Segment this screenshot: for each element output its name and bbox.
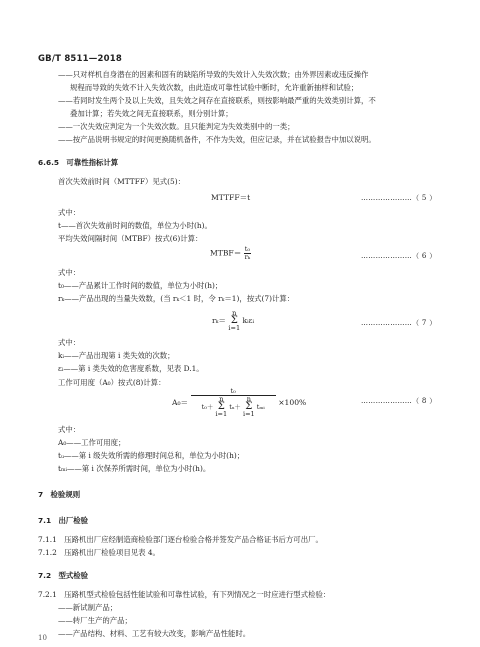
sum-upper: n — [232, 309, 237, 317]
section-heading: 6.6.5 可靠性指标计算 — [38, 158, 119, 167]
text-line: 式中： — [58, 338, 81, 347]
text-line: tᵤ——第 i 级失效所需的修理时间总和，单位为小时(h)； — [58, 451, 245, 460]
text-line: 式中： — [58, 208, 81, 217]
summation — [243, 396, 255, 418]
text-line: 式中： — [58, 425, 81, 434]
text-line: 工作可用度（A₀）按式(8)计算： — [58, 378, 166, 387]
text-line: tₘᵢ——第 i 次保养所需时间，单位为小时(h)。 — [58, 464, 211, 473]
text-line: ——新试制产品； — [58, 603, 118, 612]
text-line: εᵢ——第 i 类失效的危害度系数，见表 D.1。 — [58, 364, 204, 373]
sum-body: kᵢεᵢ — [242, 316, 255, 325]
equation-number: …………………（ 6 ） — [361, 252, 437, 260]
sum-lower: i=1 — [228, 324, 241, 332]
fraction — [191, 388, 276, 418]
text-line: 规程而导致的失效不计入失效次数，由此造成可靠性试验中断时，允许重新抽样和试验； — [70, 83, 359, 92]
text-line: kᵢ——产品出现第 i 类失效的次数； — [58, 351, 175, 360]
text-line: 7.1.1 压路机出厂应经制造商检验部门逐台检验合格并签发产品合格证书后方可出厂。 — [38, 535, 323, 544]
equation-lhs: MTBF＝ — [210, 248, 242, 258]
equation-lhs: A₀＝ — [172, 398, 189, 407]
equation-number: …………………（ 5 ） — [361, 194, 437, 202]
equation-7 — [212, 310, 254, 332]
equation-8 — [172, 388, 306, 418]
text-line: 平均失效间隔时间（MTBF）按式(6)计算： — [58, 234, 203, 243]
sigma-icon: Σ — [217, 401, 225, 412]
numerator: t₀ — [244, 245, 250, 253]
denominator-term: t₀＋ — [201, 403, 214, 411]
denominator: rₖ — [244, 253, 251, 261]
text-line: 式中： — [58, 268, 81, 277]
text-line: ——转厂生产的产品； — [58, 616, 132, 625]
summation — [215, 396, 227, 418]
text-line: 叠加计算；若失效之间无直接联系，则分别计算； — [70, 109, 233, 118]
standard-code: GB/T 8511—2018 — [38, 54, 122, 64]
sigma-icon: Σ — [245, 401, 253, 412]
equation-number: …………………（ 7 ） — [361, 319, 437, 327]
text-line: 7.1.2 压路机出厂检验项目见表 4。 — [38, 548, 160, 557]
text-line: t₀——产品累计工作时间的数值，单位为小时(h)； — [58, 281, 223, 290]
equation-6 — [210, 246, 251, 261]
summation — [228, 310, 240, 332]
page-number: 10 — [38, 634, 47, 642]
text-line: ——若同时发生两个及以上失效，且失效之间存在直接联系，则按影响最严重的失效类别计算，不 — [58, 96, 376, 105]
text-line: ——一次失效应判定为一个失效次数。且只能判定为失效类别中的一类； — [58, 122, 295, 131]
percent-factor: ×100% — [278, 398, 307, 407]
denominator-term: tₘᵢ — [256, 403, 265, 411]
numerator: t₀ — [191, 388, 276, 396]
text-line: ——按产品说明书规定的时间更换随机备件，不作为失效，但应记录，并在试验报告中加以说明。 — [58, 135, 376, 144]
denominator-term: tᵤ＋ — [229, 403, 241, 411]
sum-lower: i=1 — [215, 410, 228, 418]
sum-upper: n — [246, 395, 251, 403]
text-line: A₀——工作可用度； — [58, 438, 126, 447]
sum-upper: n — [219, 395, 224, 403]
sigma-icon: Σ — [230, 315, 238, 326]
equation-number: …………………（ 8 ） — [361, 397, 437, 405]
section-heading: 7.1 出厂检验 — [38, 516, 89, 525]
equation-lhs: rₖ＝ — [212, 316, 226, 325]
section-heading: 7 检验规则 — [38, 490, 81, 499]
text-line: ——产品结构、材料、工艺有较大改变，影响产品性能时。 — [58, 629, 251, 638]
fraction — [244, 246, 251, 261]
equation-5: MTTFF＝t — [211, 193, 251, 202]
text-line: 7.2.1 压路机型式检验包括性能试验和可靠性试验，有下列情况之一时应进行型式检验： — [38, 590, 331, 599]
denominator — [202, 396, 265, 418]
section-heading: 7.2 型式检验 — [38, 571, 89, 580]
sum-lower: i=1 — [243, 410, 255, 418]
text-line: t——首次失效前时间的数值，单位为小时(h)。 — [58, 221, 212, 230]
text-line: ——只对样机自身潜在的因素和固有的缺陷所导致的失效计入失效次数；由外界因素或违反操作 — [58, 70, 369, 79]
text-line: rₖ——产品出现的当量失效数，(当 rₖ＜1 时，令 rₖ＝1)，按式(7)计算： — [58, 294, 295, 303]
text-line: 首次失效前时间（MTTFF）见式(5)： — [58, 177, 185, 186]
